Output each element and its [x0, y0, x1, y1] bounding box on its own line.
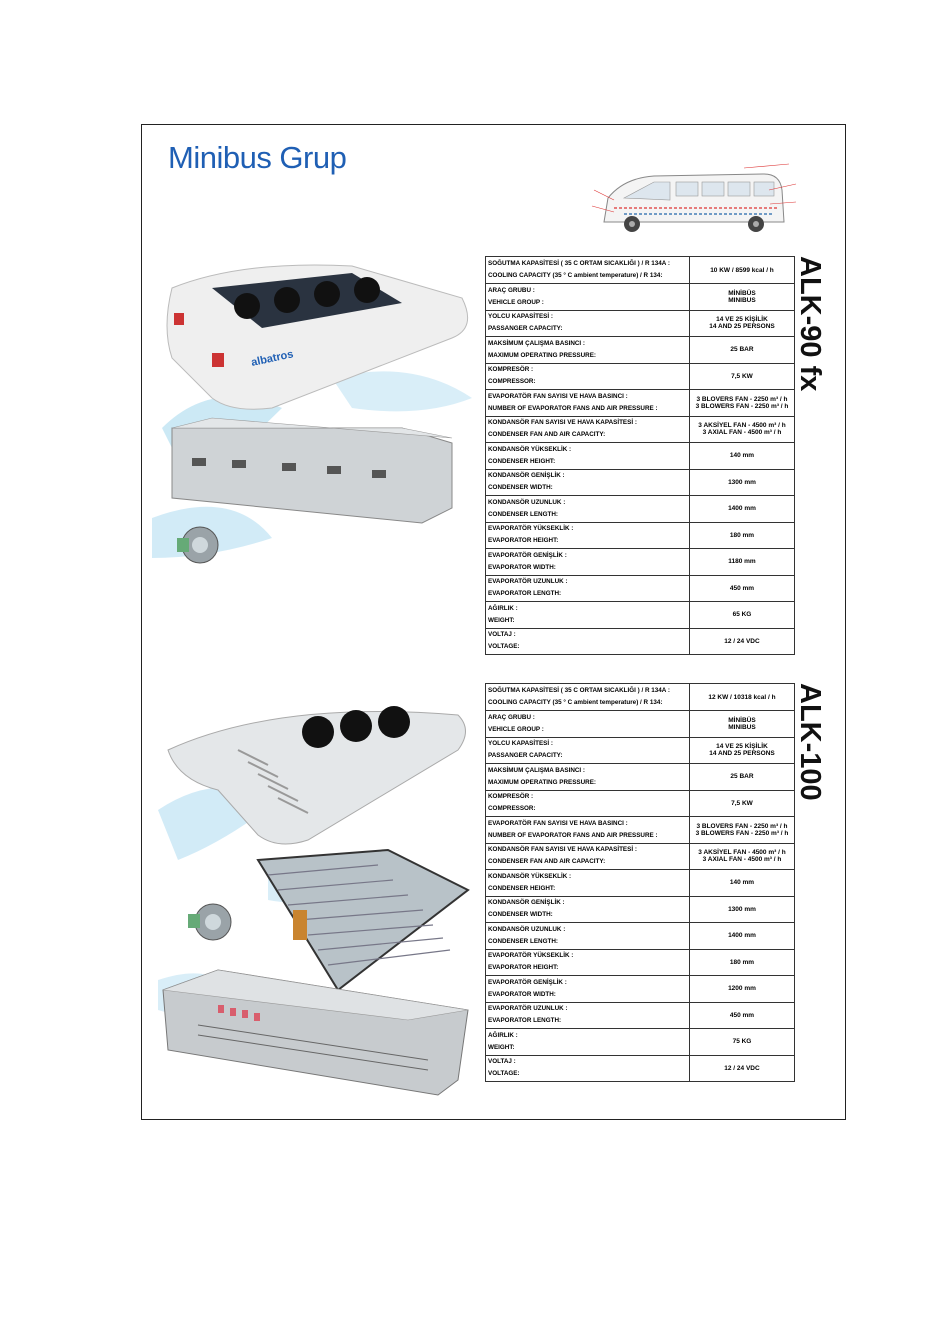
spec-value	[689, 923, 794, 950]
condenser-coil-icon	[258, 850, 468, 990]
spec-value-line: 450 mm	[729, 1011, 755, 1019]
spec-table-alk-100	[485, 683, 795, 1082]
spec-row	[486, 363, 795, 390]
spec-label	[486, 575, 690, 602]
spec-label	[486, 1029, 690, 1056]
spec-label-en: VOLTAGE:	[488, 643, 520, 651]
spec-label-en: PASSANGER CAPACITY:	[488, 752, 563, 760]
spec-label-tr: MAKSİMUM ÇALIŞMA BASINCI :	[488, 339, 586, 347]
spec-label-tr: EVAPORATÖR YÜKSEKLİK :	[488, 525, 574, 533]
spec-value-line: 1300 mm	[728, 905, 756, 913]
spec-label-tr: EVAPORATÖR UZUNLUK :	[488, 578, 568, 586]
spec-value	[689, 896, 794, 923]
spec-label-en: CONDENSER FAN AND AIR CAPACITY:	[488, 431, 606, 439]
spec-label	[486, 416, 690, 443]
spec-label-en: EVAPORATOR HEIGHT:	[488, 964, 559, 972]
spec-value	[689, 469, 794, 496]
spec-label	[486, 896, 690, 923]
spec-row	[486, 684, 795, 711]
spec-row	[486, 870, 795, 897]
spec-value-line: 25 BAR	[730, 346, 754, 354]
spec-value	[689, 257, 794, 284]
spec-label	[486, 1055, 690, 1082]
spec-label-tr: KONDANSÖR FAN SAYISI VE HAVA KAPASİTESİ :	[488, 419, 637, 427]
spec-label	[486, 764, 690, 791]
spec-value-line: 180 mm	[729, 958, 755, 966]
spec-value-line: 1400 mm	[728, 932, 756, 940]
spec-label-tr: KONDANSÖR UZUNLUK :	[488, 925, 566, 933]
spec-label-tr: KOMPRESÖR :	[488, 366, 534, 374]
spec-value-line: 7,5 KW	[731, 372, 753, 380]
spec-value-line: 1200 mm	[728, 985, 756, 993]
spec-label-tr: MAKSİMUM ÇALIŞMA BASINCI :	[488, 766, 586, 774]
spec-row	[486, 310, 795, 337]
spec-label-en: EVAPORATOR WIDTH:	[488, 990, 556, 998]
spec-row	[486, 764, 795, 791]
spec-label-tr: SOĞUTMA KAPASİTESİ ( 35 C ORTAM SICAKLIĞI ) / R 134A :	[488, 687, 670, 694]
spec-label-en: WEIGHT:	[488, 616, 515, 624]
spec-row	[486, 949, 795, 976]
spec-value	[689, 737, 794, 764]
spec-label	[486, 923, 690, 950]
spec-label-en: MAXIMUM OPERATING PRESSURE:	[488, 351, 596, 359]
spec-row	[486, 522, 795, 549]
spec-label-tr: EVAPORATÖR FAN SAYISI VE HAVA BASINCI :	[488, 392, 628, 400]
spec-row	[486, 284, 795, 311]
spec-label-tr: ARAÇ GRUBU :	[488, 713, 535, 721]
spec-label	[486, 549, 690, 576]
spec-value-line: 140 mm	[729, 879, 755, 887]
spec-value	[689, 1002, 794, 1029]
spec-value	[689, 817, 794, 844]
spec-label-tr: AĞIRLIK :	[488, 604, 518, 612]
spec-row	[486, 416, 795, 443]
spec-label-tr: EVAPORATÖR GENİŞLİK :	[488, 978, 567, 986]
spec-value	[689, 790, 794, 817]
model-name-alk-90: ALK-90 fx	[794, 256, 826, 392]
spec-label-en: NUMBER OF EVAPORATOR FANS AND AIR PRESSURE :	[488, 831, 658, 839]
spec-row	[486, 1002, 795, 1029]
spec-label	[486, 496, 690, 523]
spec-value	[689, 496, 794, 523]
spec-value-line: 3 AXIAL FAN - 4500 m³ / h	[702, 856, 782, 864]
spec-value	[689, 575, 794, 602]
spec-value	[689, 337, 794, 364]
spec-value-line: 25 BAR	[730, 773, 754, 781]
spec-value-line: 65 KG	[732, 611, 752, 619]
spec-value-line: 10 KW / 8599 kcal / h	[710, 266, 774, 274]
spec-label	[486, 602, 690, 629]
spec-label	[486, 363, 690, 390]
spec-label	[486, 976, 690, 1003]
spec-label-en: CONDENSER WIDTH:	[488, 484, 553, 492]
spec-row	[486, 549, 795, 576]
spec-label-en: NUMBER OF EVAPORATOR FANS AND AIR PRESSURE :	[488, 404, 658, 412]
spec-label	[486, 817, 690, 844]
spec-value	[689, 628, 794, 655]
spec-value-line: 12 / 24 VDC	[724, 1064, 760, 1072]
spec-label	[486, 257, 690, 284]
spec-label-tr: KONDANSÖR FAN SAYISI VE HAVA KAPASİTESİ :	[488, 846, 637, 854]
spec-label	[486, 843, 690, 870]
spec-label	[486, 310, 690, 337]
spec-value-line: 180 mm	[729, 531, 755, 539]
spec-value-line: 3 BLOWERS FAN - 2250 m³ / h	[695, 402, 789, 410]
spec-label-tr: KONDANSÖR UZUNLUK :	[488, 498, 566, 506]
spec-row	[486, 896, 795, 923]
spec-row	[486, 976, 795, 1003]
spec-value	[689, 764, 794, 791]
spec-value	[689, 602, 794, 629]
spec-label	[486, 337, 690, 364]
spec-value	[689, 711, 794, 738]
spec-label-tr: EVAPORATÖR FAN SAYISI VE HAVA BASINCI :	[488, 819, 628, 827]
spec-row	[486, 737, 795, 764]
evaporator-unit-icon	[158, 690, 483, 1105]
spec-label-tr: KONDANSÖR YÜKSEKLİK :	[488, 445, 572, 453]
spec-label-en: CONDENSER LENGTH:	[488, 937, 558, 945]
spec-label-en: COOLING CAPACITY (35 ° C ambient temperature) / R 134:	[488, 272, 663, 279]
spec-label	[486, 390, 690, 417]
spec-row	[486, 390, 795, 417]
spec-label	[486, 443, 690, 470]
spec-label-tr: KOMPRESÖR :	[488, 793, 534, 801]
spec-label-en: CONDENSER WIDTH:	[488, 911, 553, 919]
spec-value-line: 14 AND 25 PERSONS	[709, 750, 775, 758]
spec-row	[486, 843, 795, 870]
spec-label-tr: EVAPORATÖR YÜKSEKLİK :	[488, 952, 574, 960]
spec-value-line: MINIBUS	[728, 296, 756, 304]
spec-row	[486, 257, 795, 284]
spec-label-en: WEIGHT:	[488, 1043, 515, 1051]
spec-table-alk-90	[485, 256, 795, 655]
spec-value-line: 1300 mm	[728, 478, 756, 486]
spec-row	[486, 443, 795, 470]
spec-label-tr: YOLCU KAPASİTESİ :	[488, 313, 553, 321]
spec-label-en: VEHICLE GROUP :	[488, 298, 544, 306]
spec-label-tr: YOLCU KAPASİTESİ :	[488, 740, 553, 748]
spec-value	[689, 390, 794, 417]
spec-value-line: 3 BLOVERS FAN - 2250 m³ / h	[696, 822, 788, 830]
spec-label-en: COMPRESSOR:	[488, 378, 536, 386]
spec-value-line: 1180 mm	[728, 558, 756, 566]
spec-value-line: 14 AND 25 PERSONS	[709, 323, 775, 331]
spec-label-tr: KONDANSÖR GENİŞLİK :	[488, 472, 565, 480]
spec-row	[486, 790, 795, 817]
spec-value	[689, 284, 794, 311]
spec-value	[689, 684, 794, 711]
spec-row	[486, 602, 795, 629]
spec-value-line: 12 / 24 VDC	[724, 637, 760, 645]
spec-value	[689, 310, 794, 337]
spec-label-tr: EVAPORATÖR UZUNLUK :	[488, 1005, 568, 1013]
spec-label-en: COMPRESSOR:	[488, 805, 536, 813]
spec-value	[689, 870, 794, 897]
spec-label	[486, 790, 690, 817]
spec-row	[486, 923, 795, 950]
spec-label	[486, 284, 690, 311]
spec-label-en: CONDENSER HEIGHT:	[488, 884, 556, 892]
model-name-alk-100: ALK-100	[794, 683, 826, 801]
spec-value-line: 3 BLOWERS FAN - 2250 m³ / h	[695, 829, 789, 837]
svg-text:albatros: albatros	[250, 348, 295, 369]
spec-label-en: CONDENSER LENGTH:	[488, 510, 558, 518]
spec-row	[486, 496, 795, 523]
spec-value-line: 140 mm	[729, 452, 755, 460]
spec-label-en: EVAPORATOR LENGTH:	[488, 590, 562, 598]
spec-value-line: MINIBUS	[728, 723, 756, 731]
spec-label-tr: VOLTAJ :	[488, 631, 516, 639]
spec-row	[486, 575, 795, 602]
spec-row	[486, 628, 795, 655]
spec-label-en: CONDENSER FAN AND AIR CAPACITY:	[488, 858, 606, 866]
spec-label	[486, 737, 690, 764]
spec-value	[689, 416, 794, 443]
spec-label-tr: EVAPORATÖR GENİŞLİK :	[488, 551, 567, 559]
spec-label-en: VEHICLE GROUP :	[488, 725, 544, 733]
van-diagram-icon	[584, 160, 804, 240]
spec-label-tr: VOLTAJ :	[488, 1058, 516, 1066]
spec-row	[486, 469, 795, 496]
spec-label-tr: KONDANSÖR YÜKSEKLİK :	[488, 872, 572, 880]
page-title: Minibus Grup	[168, 140, 347, 175]
rooftop-ac-unit-icon	[152, 258, 482, 568]
compressor-icon	[188, 904, 231, 940]
spec-value-line: 3 BLOVERS FAN - 2250 m³ / h	[696, 395, 788, 403]
spec-label-en: PASSANGER CAPACITY:	[488, 325, 563, 333]
spec-value-line: 3 AKSİYEL FAN - 4500 m³ / h	[698, 849, 786, 857]
spec-label	[486, 711, 690, 738]
spec-value	[689, 976, 794, 1003]
spec-row	[486, 1029, 795, 1056]
spec-value-line: 1400 mm	[728, 505, 756, 513]
spec-value	[689, 443, 794, 470]
spec-value	[689, 843, 794, 870]
spec-label	[486, 628, 690, 655]
spec-label-en: EVAPORATOR WIDTH:	[488, 563, 556, 571]
spec-value	[689, 363, 794, 390]
spec-value-line: 3 AKSİYEL FAN - 4500 m³ / h	[698, 422, 786, 430]
spec-label-en: EVAPORATOR LENGTH:	[488, 1017, 562, 1025]
spec-value	[689, 1055, 794, 1082]
spec-label	[486, 684, 690, 711]
spec-value	[689, 549, 794, 576]
spec-value-line: 3 AXIAL FAN - 4500 m³ / h	[702, 429, 782, 437]
spec-label-en: CONDENSER HEIGHT:	[488, 457, 556, 465]
spec-value	[689, 522, 794, 549]
spec-label	[486, 469, 690, 496]
spec-label-tr: ARAÇ GRUBU :	[488, 286, 535, 294]
spec-value-line: 450 mm	[729, 584, 755, 592]
spec-row	[486, 711, 795, 738]
spec-value-line: 12 KW / 10318 kcal / h	[708, 693, 776, 701]
spec-label-tr: SOĞUTMA KAPASİTESİ ( 35 C ORTAM SICAKLIĞI ) / R 134A :	[488, 260, 670, 267]
spec-label-tr: AĞIRLIK :	[488, 1031, 518, 1039]
spec-label-en: EVAPORATOR HEIGHT:	[488, 537, 559, 545]
spec-label	[486, 1002, 690, 1029]
spec-value-line: 7,5 KW	[731, 799, 753, 807]
spec-row	[486, 817, 795, 844]
spec-label-en: MAXIMUM OPERATING PRESSURE:	[488, 778, 596, 786]
spec-value	[689, 949, 794, 976]
spec-value-line: MİNİBÜS	[728, 289, 756, 297]
spec-value-line: 14 VE 25 KİŞİLİK	[716, 743, 768, 751]
spec-row	[486, 1055, 795, 1082]
spec-label-en: VOLTAGE:	[488, 1070, 520, 1078]
spec-value-line: 75 KG	[732, 1038, 752, 1046]
spec-value-line: 14 VE 25 KİŞİLİK	[716, 316, 768, 324]
spec-label	[486, 522, 690, 549]
spec-value	[689, 1029, 794, 1056]
spec-label	[486, 870, 690, 897]
spec-value-line: MİNİBÜS	[728, 716, 756, 724]
spec-label-en: COOLING CAPACITY (35 ° C ambient temperature) / R 134:	[488, 699, 663, 706]
spec-row	[486, 337, 795, 364]
spec-label	[486, 949, 690, 976]
spec-label-tr: KONDANSÖR GENİŞLİK :	[488, 899, 565, 907]
